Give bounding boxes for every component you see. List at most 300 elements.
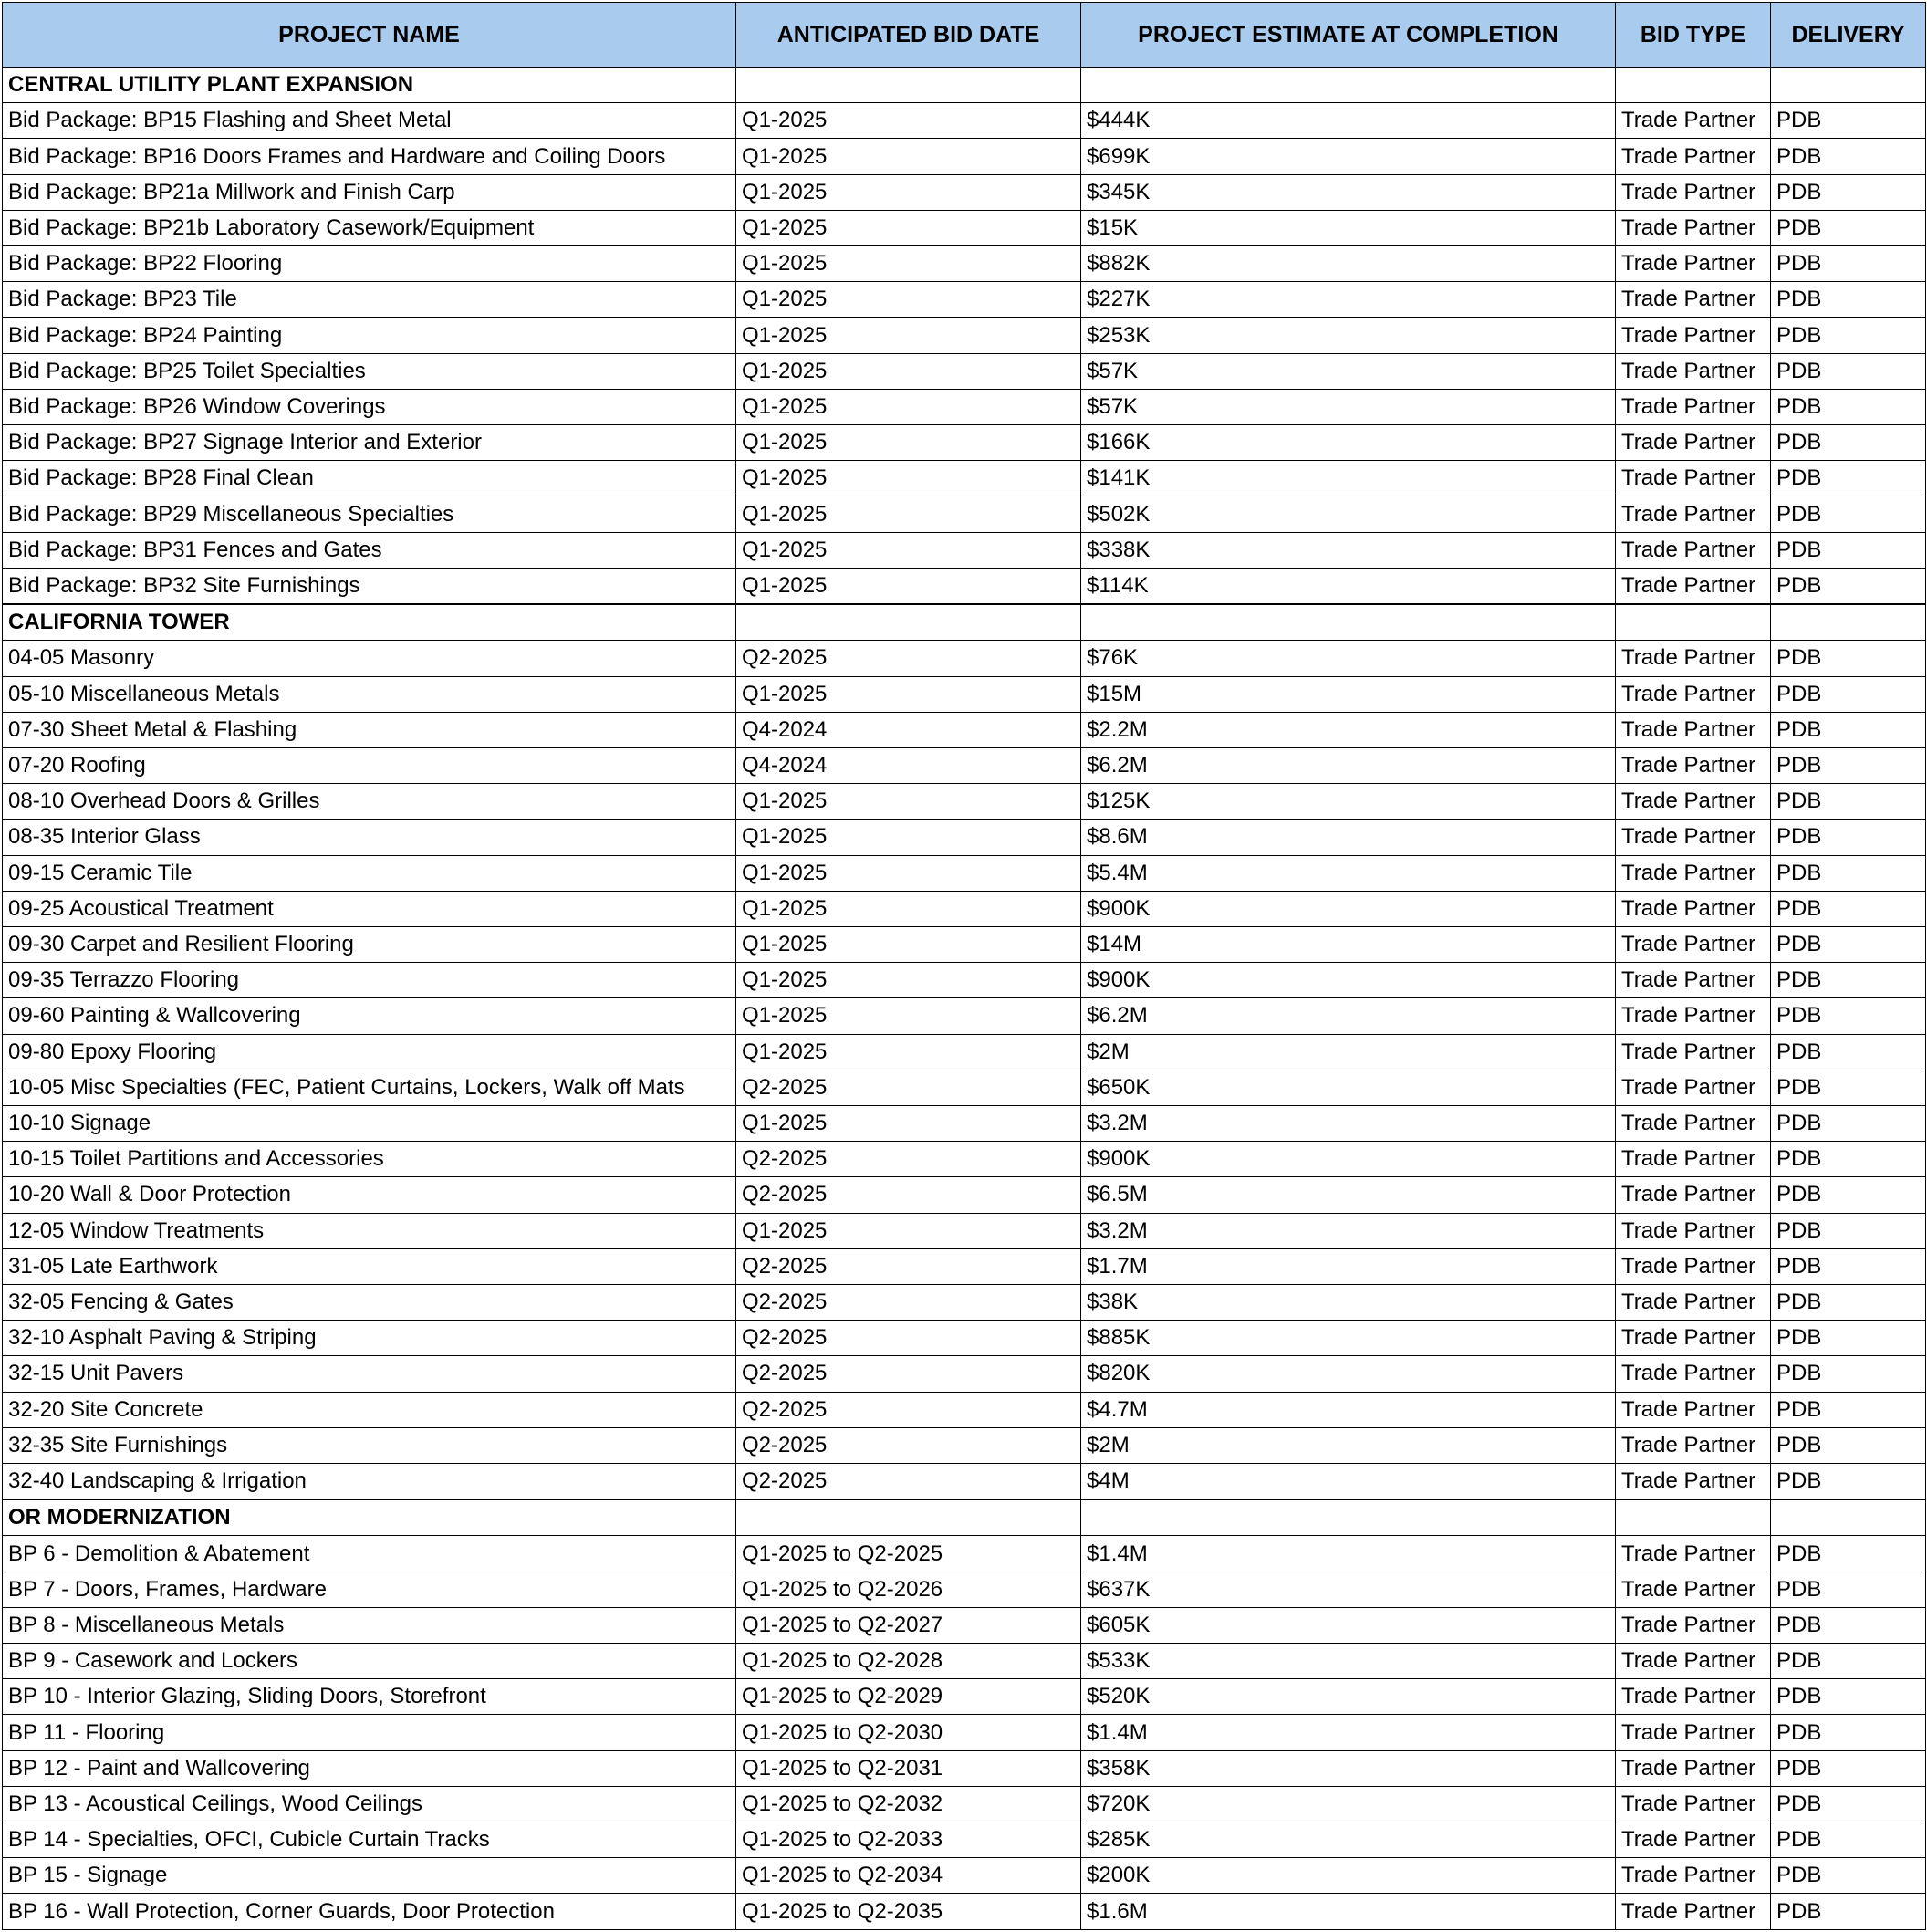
bid-date-cell: Q1-2025 — [736, 1213, 1081, 1248]
bid-type-cell: Trade Partner — [1616, 246, 1771, 282]
bid-date-cell: Q1-2025 — [736, 855, 1081, 891]
table-row — [3, 425, 1926, 461]
table-row — [3, 1356, 1926, 1392]
project-name-cell: 09-15 Ceramic Tile — [3, 855, 736, 891]
estimate-cell: $637K — [1081, 1572, 1616, 1607]
bid-type-cell: Trade Partner — [1616, 820, 1771, 855]
bid-date-cell: Q1-2025 — [736, 676, 1081, 712]
table-row — [3, 1213, 1926, 1248]
delivery-cell: PDB — [1771, 1715, 1926, 1750]
bid-date-cell — [736, 1500, 1081, 1536]
bid-type-cell: Trade Partner — [1616, 712, 1771, 747]
bid-type-cell: Trade Partner — [1616, 855, 1771, 891]
table-row — [3, 712, 1926, 747]
delivery-cell: PDB — [1771, 1858, 1926, 1894]
table-row — [3, 139, 1926, 174]
delivery-cell: PDB — [1771, 1248, 1926, 1284]
delivery-cell: PDB — [1771, 1392, 1926, 1427]
estimate-cell: $358K — [1081, 1750, 1616, 1786]
table-row — [3, 353, 1926, 389]
header-row — [3, 3, 1926, 68]
bid-type-cell: Trade Partner — [1616, 1644, 1771, 1679]
bid-type-cell: Trade Partner — [1616, 891, 1771, 926]
bid-date-cell: Q1-2025 — [736, 246, 1081, 282]
table-row — [3, 1858, 1926, 1894]
project-name-cell: 32-15 Unit Pavers — [3, 1356, 736, 1392]
estimate-cell: $14M — [1081, 926, 1616, 962]
table-row — [3, 820, 1926, 855]
bid-type-cell: Trade Partner — [1616, 425, 1771, 461]
delivery-cell: PDB — [1771, 747, 1926, 783]
bid-type-cell: Trade Partner — [1616, 1213, 1771, 1248]
project-name-cell: 09-30 Carpet and Resilient Flooring — [3, 926, 736, 962]
bid-type-cell: Trade Partner — [1616, 784, 1771, 820]
bid-schedule-table — [2, 2, 1926, 1930]
table-row — [3, 676, 1926, 712]
estimate-cell: $76K — [1081, 641, 1616, 676]
estimate-cell: $57K — [1081, 389, 1616, 424]
project-name-cell: Bid Package: BP21b Laboratory Casework/Equipment — [3, 210, 736, 245]
estimate-cell: $15K — [1081, 210, 1616, 245]
project-name-cell: BP 14 - Specialties, OFCI, Cubicle Curtain Tracks — [3, 1822, 736, 1858]
bid-date-cell: Q2-2025 — [736, 1392, 1081, 1427]
bid-date-cell: Q1-2025 — [736, 353, 1081, 389]
delivery-cell: PDB — [1771, 1750, 1926, 1786]
estimate-cell — [1081, 605, 1616, 641]
estimate-cell: $6.2M — [1081, 998, 1616, 1034]
estimate-cell: $720K — [1081, 1786, 1616, 1822]
bid-date-cell: Q1-2025 — [736, 139, 1081, 174]
estimate-cell: $444K — [1081, 103, 1616, 139]
estimate-cell: $3.2M — [1081, 1105, 1616, 1141]
table-row — [3, 1572, 1926, 1607]
bid-date-cell: Q1-2025 — [736, 963, 1081, 998]
bid-type-cell: Trade Partner — [1616, 676, 1771, 712]
bid-date-cell: Q1-2025 — [736, 891, 1081, 926]
delivery-cell: PDB — [1771, 282, 1926, 318]
estimate-cell: $900K — [1081, 1142, 1616, 1177]
bid-date-cell: Q1-2025 — [736, 532, 1081, 568]
project-name-cell: BP 16 - Wall Protection, Corner Guards, Door Protection — [3, 1894, 736, 1930]
table-row — [3, 1392, 1926, 1427]
project-name-cell: Bid Package: BP16 Doors Frames and Hardware and Coiling Doors — [3, 139, 736, 174]
project-name-cell: 32-40 Landscaping & Irrigation — [3, 1463, 736, 1499]
table-row — [3, 998, 1926, 1034]
project-name-cell: 10-05 Misc Specialties (FEC, Patient Curtains, Lockers, Walk off Mats — [3, 1070, 736, 1105]
bid-type-cell: Trade Partner — [1616, 998, 1771, 1034]
delivery-cell: PDB — [1771, 425, 1926, 461]
estimate-cell: $285K — [1081, 1822, 1616, 1858]
project-name-cell: 32-20 Site Concrete — [3, 1392, 736, 1427]
bid-type-cell: Trade Partner — [1616, 389, 1771, 424]
bid-date-cell: Q2-2025 — [736, 1070, 1081, 1105]
estimate-cell: $1.4M — [1081, 1715, 1616, 1750]
delivery-cell: PDB — [1771, 1284, 1926, 1320]
estimate-cell: $2M — [1081, 1427, 1616, 1463]
bid-date-cell: Q1-2025 — [736, 461, 1081, 496]
project-name-cell: 32-10 Asphalt Paving & Striping — [3, 1321, 736, 1356]
project-name-cell: BP 12 - Paint and Wallcovering — [3, 1750, 736, 1786]
delivery-cell: PDB — [1771, 1463, 1926, 1499]
estimate-cell: $699K — [1081, 139, 1616, 174]
bid-date-cell: Q2-2025 — [736, 1321, 1081, 1356]
project-name-cell: BP 13 - Acoustical Ceilings, Wood Ceilings — [3, 1786, 736, 1822]
bid-type-cell: Trade Partner — [1616, 139, 1771, 174]
estimate-cell: $900K — [1081, 891, 1616, 926]
bid-date-cell: Q1-2025 — [736, 496, 1081, 532]
delivery-cell: PDB — [1771, 1213, 1926, 1248]
project-name-cell: Bid Package: BP32 Site Furnishings — [3, 568, 736, 603]
project-name-cell: Bid Package: BP25 Toilet Specialties — [3, 353, 736, 389]
project-name-cell: BP 6 - Demolition & Abatement — [3, 1536, 736, 1572]
project-name-cell: 07-20 Roofing — [3, 747, 736, 783]
bid-date-cell — [736, 605, 1081, 641]
bid-type-cell: Trade Partner — [1616, 532, 1771, 568]
header-anticipated-bid-date: ANTICIPATED BID DATE — [736, 3, 1081, 68]
estimate-cell: $4M — [1081, 1463, 1616, 1499]
estimate-cell: $1.6M — [1081, 1894, 1616, 1930]
table-row — [3, 532, 1926, 568]
bid-type-cell: Trade Partner — [1616, 1536, 1771, 1572]
delivery-cell — [1771, 68, 1926, 103]
project-name-cell: Bid Package: BP29 Miscellaneous Specialties — [3, 496, 736, 532]
table-row — [3, 891, 1926, 926]
bid-date-cell: Q2-2025 — [736, 1463, 1081, 1499]
table-row — [3, 496, 1926, 532]
table-row — [3, 926, 1926, 962]
bid-date-cell — [736, 68, 1081, 103]
project-name-cell: Bid Package: BP26 Window Coverings — [3, 389, 736, 424]
bid-type-cell: Trade Partner — [1616, 1105, 1771, 1141]
header-project-name: PROJECT NAME — [3, 3, 736, 68]
table-row — [3, 1034, 1926, 1070]
table-row — [3, 1822, 1926, 1858]
section-header-row — [3, 605, 1926, 641]
delivery-cell: PDB — [1771, 1536, 1926, 1572]
delivery-cell: PDB — [1771, 139, 1926, 174]
estimate-cell: $3.2M — [1081, 1213, 1616, 1248]
bid-date-cell: Q1-2025 — [736, 389, 1081, 424]
estimate-cell: $5.4M — [1081, 855, 1616, 891]
bid-type-cell: Trade Partner — [1616, 210, 1771, 245]
table-row — [3, 1679, 1926, 1715]
delivery-cell: PDB — [1771, 855, 1926, 891]
table-row — [3, 1607, 1926, 1643]
delivery-cell: PDB — [1771, 1894, 1926, 1930]
delivery-cell: PDB — [1771, 784, 1926, 820]
bid-date-cell: Q1-2025 to Q2-2035 — [736, 1894, 1081, 1930]
estimate-cell: $338K — [1081, 532, 1616, 568]
project-name-cell: BP 9 - Casework and Lockers — [3, 1644, 736, 1679]
table-row — [3, 318, 1926, 353]
bid-date-cell: Q1-2025 — [736, 1105, 1081, 1141]
bid-date-cell: Q1-2025 — [736, 1034, 1081, 1070]
bid-type-cell: Trade Partner — [1616, 1894, 1771, 1930]
estimate-cell: $1.4M — [1081, 1536, 1616, 1572]
project-name-cell: Bid Package: BP28 Final Clean — [3, 461, 736, 496]
table-row — [3, 963, 1926, 998]
bid-date-cell: Q2-2025 — [736, 1177, 1081, 1213]
bid-type-cell: Trade Partner — [1616, 1427, 1771, 1463]
bid-date-cell: Q2-2025 — [736, 1284, 1081, 1320]
estimate-cell: $8.6M — [1081, 820, 1616, 855]
bid-type-cell: Trade Partner — [1616, 641, 1771, 676]
table-row — [3, 1644, 1926, 1679]
bid-date-cell: Q1-2025 to Q2-2028 — [736, 1644, 1081, 1679]
project-name-cell: Bid Package: BP21a Millwork and Finish Carp — [3, 174, 736, 210]
table-row — [3, 1786, 1926, 1822]
bid-date-cell: Q1-2025 — [736, 174, 1081, 210]
bid-date-cell: Q1-2025 — [736, 568, 1081, 603]
project-name-cell: 10-20 Wall & Door Protection — [3, 1177, 736, 1213]
bid-date-cell: Q1-2025 to Q2-2029 — [736, 1679, 1081, 1715]
estimate-cell: $820K — [1081, 1356, 1616, 1392]
table-row — [3, 1427, 1926, 1463]
estimate-cell: $345K — [1081, 174, 1616, 210]
bid-type-cell — [1616, 605, 1771, 641]
bid-date-cell: Q1-2025 to Q2-2032 — [736, 1786, 1081, 1822]
estimate-cell: $1.7M — [1081, 1248, 1616, 1284]
table-row — [3, 568, 1926, 603]
section-title: CALIFORNIA TOWER — [3, 605, 736, 641]
bid-type-cell: Trade Partner — [1616, 926, 1771, 962]
estimate-cell: $125K — [1081, 784, 1616, 820]
table-row — [3, 103, 1926, 139]
delivery-cell: PDB — [1771, 103, 1926, 139]
project-name-cell: 09-60 Painting & Wallcovering — [3, 998, 736, 1034]
delivery-cell — [1771, 1500, 1926, 1536]
project-name-cell: 32-05 Fencing & Gates — [3, 1284, 736, 1320]
estimate-cell: $650K — [1081, 1070, 1616, 1105]
project-name-cell: Bid Package: BP24 Painting — [3, 318, 736, 353]
project-name-cell: 08-10 Overhead Doors & Grilles — [3, 784, 736, 820]
bid-type-cell: Trade Partner — [1616, 1356, 1771, 1392]
bid-date-cell: Q1-2025 to Q2-2033 — [736, 1822, 1081, 1858]
delivery-cell: PDB — [1771, 1822, 1926, 1858]
estimate-cell: $15M — [1081, 676, 1616, 712]
bid-date-cell: Q1-2025 to Q2-2026 — [736, 1572, 1081, 1607]
table-row — [3, 1463, 1926, 1499]
project-name-cell: 09-80 Epoxy Flooring — [3, 1034, 736, 1070]
header-project-estimate: PROJECT ESTIMATE AT COMPLETION — [1081, 3, 1616, 68]
bid-date-cell: Q1-2025 to Q2-2031 — [736, 1750, 1081, 1786]
bid-date-cell: Q1-2025 to Q2-2030 — [736, 1715, 1081, 1750]
bid-type-cell: Trade Partner — [1616, 1142, 1771, 1177]
table-row — [3, 1177, 1926, 1213]
bid-type-cell — [1616, 68, 1771, 103]
bid-type-cell: Trade Partner — [1616, 282, 1771, 318]
delivery-cell: PDB — [1771, 1034, 1926, 1070]
delivery-cell: PDB — [1771, 210, 1926, 245]
project-name-cell: Bid Package: BP23 Tile — [3, 282, 736, 318]
bid-date-cell: Q1-2025 — [736, 318, 1081, 353]
table-row — [3, 174, 1926, 210]
bid-date-cell: Q1-2025 — [736, 425, 1081, 461]
estimate-cell: $227K — [1081, 282, 1616, 318]
estimate-cell: $900K — [1081, 963, 1616, 998]
table-row — [3, 1715, 1926, 1750]
bid-type-cell: Trade Partner — [1616, 174, 1771, 210]
delivery-cell: PDB — [1771, 1679, 1926, 1715]
table-row — [3, 1894, 1926, 1930]
project-name-cell: Bid Package: BP22 Flooring — [3, 246, 736, 282]
bid-type-cell: Trade Partner — [1616, 1177, 1771, 1213]
bid-date-cell: Q1-2025 to Q2-2034 — [736, 1858, 1081, 1894]
delivery-cell: PDB — [1771, 568, 1926, 603]
delivery-cell: PDB — [1771, 1607, 1926, 1643]
project-name-cell: 12-05 Window Treatments — [3, 1213, 736, 1248]
bid-type-cell: Trade Partner — [1616, 103, 1771, 139]
delivery-cell: PDB — [1771, 1644, 1926, 1679]
bid-date-cell: Q4-2024 — [736, 712, 1081, 747]
table-row — [3, 747, 1926, 783]
bid-date-cell: Q1-2025 — [736, 926, 1081, 962]
estimate-cell: $502K — [1081, 496, 1616, 532]
bid-type-cell: Trade Partner — [1616, 1679, 1771, 1715]
delivery-cell: PDB — [1771, 1321, 1926, 1356]
estimate-cell: $38K — [1081, 1284, 1616, 1320]
delivery-cell: PDB — [1771, 1572, 1926, 1607]
bid-type-cell: Trade Partner — [1616, 1607, 1771, 1643]
bid-type-cell: Trade Partner — [1616, 1572, 1771, 1607]
delivery-cell: PDB — [1771, 389, 1926, 424]
bid-date-cell: Q1-2025 to Q2-2027 — [736, 1607, 1081, 1643]
section-header-row — [3, 1500, 1926, 1536]
section-title: OR MODERNIZATION — [3, 1500, 736, 1536]
bid-date-cell: Q2-2025 — [736, 1248, 1081, 1284]
delivery-cell: PDB — [1771, 1177, 1926, 1213]
project-name-cell: 09-25 Acoustical Treatment — [3, 891, 736, 926]
project-name-cell: BP 8 - Miscellaneous Metals — [3, 1607, 736, 1643]
estimate-cell: $166K — [1081, 425, 1616, 461]
bid-type-cell: Trade Partner — [1616, 1786, 1771, 1822]
project-name-cell: 05-10 Miscellaneous Metals — [3, 676, 736, 712]
bid-date-cell: Q1-2025 to Q2-2025 — [736, 1536, 1081, 1572]
bid-type-cell: Trade Partner — [1616, 1034, 1771, 1070]
bid-type-cell — [1616, 1500, 1771, 1536]
table-row — [3, 282, 1926, 318]
table-row — [3, 461, 1926, 496]
project-name-cell: BP 11 - Flooring — [3, 1715, 736, 1750]
table-row — [3, 210, 1926, 245]
estimate-cell: $520K — [1081, 1679, 1616, 1715]
project-name-cell: 10-15 Toilet Partitions and Accessories — [3, 1142, 736, 1177]
bid-type-cell: Trade Partner — [1616, 963, 1771, 998]
project-name-cell: 32-35 Site Furnishings — [3, 1427, 736, 1463]
project-name-cell: BP 15 - Signage — [3, 1858, 736, 1894]
bid-type-cell: Trade Partner — [1616, 1321, 1771, 1356]
bid-type-cell: Trade Partner — [1616, 1858, 1771, 1894]
estimate-cell — [1081, 68, 1616, 103]
delivery-cell: PDB — [1771, 532, 1926, 568]
table-row — [3, 1142, 1926, 1177]
estimate-cell: $605K — [1081, 1607, 1616, 1643]
delivery-cell: PDB — [1771, 998, 1926, 1034]
bid-date-cell: Q2-2025 — [736, 1427, 1081, 1463]
delivery-cell: PDB — [1771, 676, 1926, 712]
bid-type-cell: Trade Partner — [1616, 1070, 1771, 1105]
delivery-cell: PDB — [1771, 891, 1926, 926]
bid-type-cell: Trade Partner — [1616, 353, 1771, 389]
delivery-cell: PDB — [1771, 1105, 1926, 1141]
bid-date-cell: Q4-2024 — [736, 747, 1081, 783]
delivery-cell: PDB — [1771, 641, 1926, 676]
table-row — [3, 1284, 1926, 1320]
estimate-cell: $57K — [1081, 353, 1616, 389]
table-row — [3, 1321, 1926, 1356]
estimate-cell: $114K — [1081, 568, 1616, 603]
table-row — [3, 1105, 1926, 1141]
bid-type-cell: Trade Partner — [1616, 461, 1771, 496]
delivery-cell — [1771, 605, 1926, 641]
bid-type-cell: Trade Partner — [1616, 1463, 1771, 1499]
bid-type-cell: Trade Partner — [1616, 1284, 1771, 1320]
bid-date-cell: Q1-2025 — [736, 103, 1081, 139]
bid-type-cell: Trade Partner — [1616, 747, 1771, 783]
estimate-cell: $141K — [1081, 461, 1616, 496]
project-name-cell: 04-05 Masonry — [3, 641, 736, 676]
project-name-cell: Bid Package: BP15 Flashing and Sheet Metal — [3, 103, 736, 139]
bid-type-cell: Trade Partner — [1616, 1822, 1771, 1858]
delivery-cell: PDB — [1771, 1786, 1926, 1822]
bid-date-cell: Q1-2025 — [736, 784, 1081, 820]
project-name-cell: 31-05 Late Earthwork — [3, 1248, 736, 1284]
bid-type-cell: Trade Partner — [1616, 1392, 1771, 1427]
bid-type-cell: Trade Partner — [1616, 318, 1771, 353]
bid-date-cell: Q1-2025 — [736, 210, 1081, 245]
estimate-cell: $533K — [1081, 1644, 1616, 1679]
delivery-cell: PDB — [1771, 1070, 1926, 1105]
project-name-cell: BP 10 - Interior Glazing, Sliding Doors, Storefront — [3, 1679, 736, 1715]
project-name-cell: 10-10 Signage — [3, 1105, 736, 1141]
project-name-cell: 08-35 Interior Glass — [3, 820, 736, 855]
estimate-cell: $6.2M — [1081, 747, 1616, 783]
estimate-cell: $2M — [1081, 1034, 1616, 1070]
delivery-cell: PDB — [1771, 174, 1926, 210]
delivery-cell: PDB — [1771, 496, 1926, 532]
delivery-cell: PDB — [1771, 461, 1926, 496]
bid-type-cell: Trade Partner — [1616, 1715, 1771, 1750]
estimate-cell: $882K — [1081, 246, 1616, 282]
delivery-cell: PDB — [1771, 1356, 1926, 1392]
header-bid-type: BID TYPE — [1616, 3, 1771, 68]
section-header-row — [3, 68, 1926, 103]
estimate-cell: $253K — [1081, 318, 1616, 353]
delivery-cell: PDB — [1771, 318, 1926, 353]
bid-type-cell: Trade Partner — [1616, 1750, 1771, 1786]
estimate-cell: $2.2M — [1081, 712, 1616, 747]
delivery-cell: PDB — [1771, 712, 1926, 747]
table-row — [3, 855, 1926, 891]
estimate-cell: $885K — [1081, 1321, 1616, 1356]
estimate-cell: $6.5M — [1081, 1177, 1616, 1213]
bid-type-cell: Trade Partner — [1616, 568, 1771, 603]
table-header — [3, 3, 1926, 68]
table-row — [3, 641, 1926, 676]
estimate-cell: $200K — [1081, 1858, 1616, 1894]
table-body — [3, 68, 1926, 1930]
delivery-cell: PDB — [1771, 1142, 1926, 1177]
delivery-cell: PDB — [1771, 353, 1926, 389]
project-name-cell: 07-30 Sheet Metal & Flashing — [3, 712, 736, 747]
table-row — [3, 1248, 1926, 1284]
bid-type-cell: Trade Partner — [1616, 1248, 1771, 1284]
project-name-cell: 09-35 Terrazzo Flooring — [3, 963, 736, 998]
table-row — [3, 389, 1926, 424]
delivery-cell: PDB — [1771, 1427, 1926, 1463]
delivery-cell: PDB — [1771, 926, 1926, 962]
project-name-cell: Bid Package: BP31 Fences and Gates — [3, 532, 736, 568]
